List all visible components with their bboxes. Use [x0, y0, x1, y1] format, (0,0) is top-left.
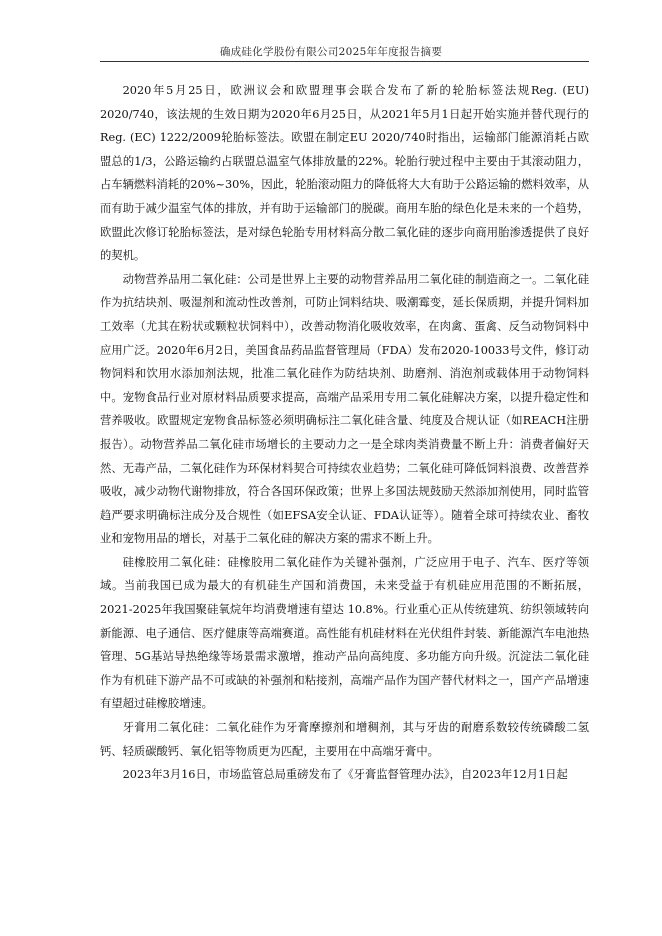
paragraph-animal-nutrition: 动物营养品用二氧化硅：公司是世界上主要的动物营养品用二氧化硅的制造商之一。二氧化硅作为抗结块剂、吸湿剂和流动性改善剂，可防止饲料结块、吸潮霉变，延长保质期，并提升饲料加工效率（尤其在粉状或颗粒状饲料中），改善动物消化吸收效率，在肉禽、蛋禽、反刍动物饲料中应用广泛。2020年6月2日，美国食品药品监督管理局（FDA）发布2020-10033号文件，修订动物饲料和饮用水添加剂法规，批准二氧化硅作为防结块剂、助磨剂、消泡剂或载体用于动物饲料中。宠物食品行业对原材料品质要求提高，高端产品采用专用二氧化硅解决方案，以提升稳定性和营养吸收。欧盟规定宠物食品标签必须明确标注二氧化硅含量、纯度及合规认证（如REACH注册报告）。动物营养品二氧化硅市场增长的主要动力之一是全球肉类消费量不断上升：消费者偏好天然、无毒产品，二氧化硅作为环保材料契合可持续农业趋势；二氧化硅可降低饲料浪费、改善营养吸收，减少动物代谢物排放，符合各国环保政策；世界上多国法规鼓励天然添加剂使用，同时监管趋严要求明确标注成分及合规性（如EFSA安全认证、FDA认证等）。随着全球可持续农业、畜牧业和宠物用品的增长，对基于二氧化硅的解决方案的需求不断上升。: [100, 272, 589, 546]
paragraph-eu-tire-label: 2020年5月25日，欧洲议会和欧盟理事会联合发布了新的轮胎标签法规Reg. (EU) 2020/740，该法规的生效日期为2020年6月25日，从2021年5月1日起开始实施并替代现行的Reg. (EC) 1222/2009轮胎标签法。欧盟在制定EU 2020/740时指出，运输部门能源消耗占欧盟总的1/3，公路运输约占联盟总温室气体排放量的22%。轮胎行驶过程中主要由于其滚动阻力，占车辆燃料消耗的20%~30%，因此，轮胎滚动阻力的降低将大大有助于公路运输的燃料效率，从而有助于减少温室气体的排放，并有助于运输部门的脱碳。商用车胎的绿色化是未来的一个趋势，欧盟此次修订轮胎标签法，是对绿色轮胎专用材料高分散二氧化硅的逐步向商用胎渗透提供了良好的契机。: [100, 84, 589, 263]
header-divider: [100, 61, 589, 62]
paragraph-toothpaste-regulation: 2023年3月16日，市场监管总局重磅发布了《牙膏监督管理办法》，自2023年12月1日起: [122, 768, 568, 782]
paragraph-toothpaste: 牙膏用二氧化硅：二氧化硅作为牙膏摩擦剂和增稠剂，其与牙齿的耐磨系数较传统磷酸二氢钙、轻质碳酸钙、氧化铝等物质更为匹配，主要用在中高端牙膏中。: [100, 721, 589, 758]
paragraph-silicone-rubber: 硅橡胶用二氧化硅：硅橡胶用二氧化硅作为关键补强剂，广泛应用于电子、汽车、医疗等领域。当前我国已成为最大的有机硅生产国和消费国，未来受益于有机硅应用范围的不断拓展，2021-2025年我国聚硅氧烷年均消费增速有望达 10.8%。行业重心正从传统建筑、纺织领域转向新能源、电子通信、医疗健康等高端赛道。高性能有机硅材料在光伏组件封装、新能源汽车电池热管理、5G基站导热绝缘等场景需求激增，推动产品向高纯度、多功能方向升级。沉淀法二氧化硅作为有机硅下游产品不可或缺的补强剂和粘接剂，高端产品作为国产替代材料之一，国产产品增速有望超过硅橡胶增速。: [100, 555, 589, 711]
page-header-title: 确成硅化学股份有限公司2025年年度报告摘要: [219, 46, 443, 58]
document-body: [100, 79, 589, 787]
